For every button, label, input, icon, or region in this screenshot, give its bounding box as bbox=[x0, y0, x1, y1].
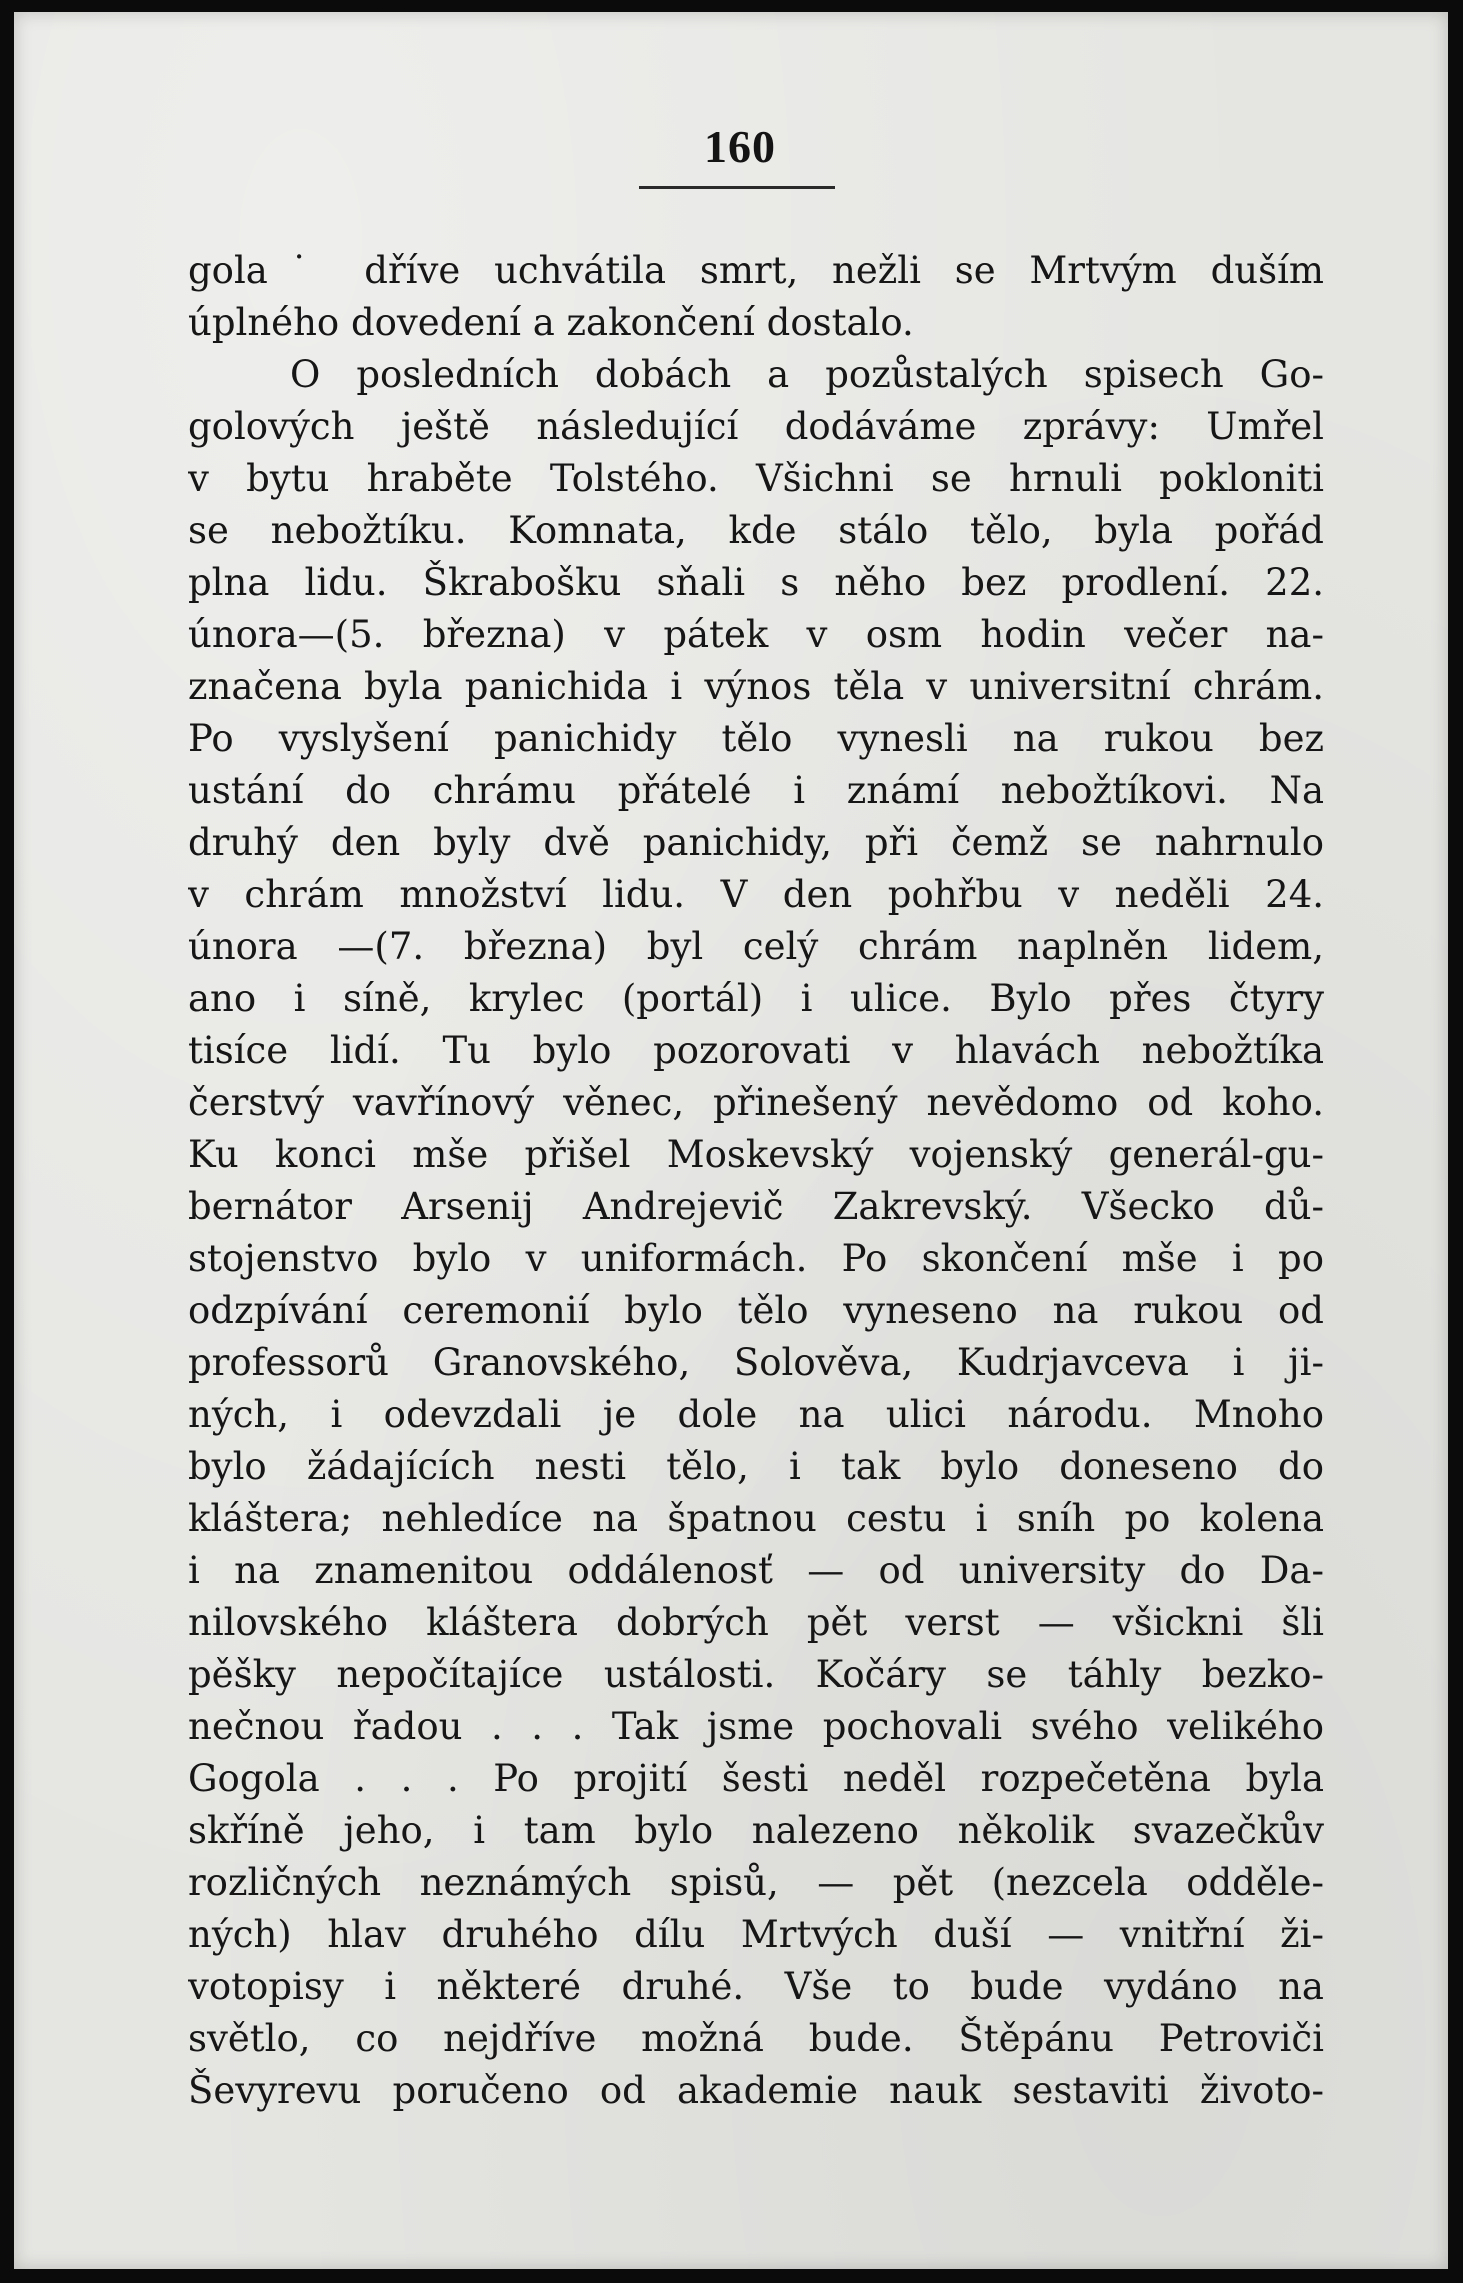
text-line: rozličných neznámých spisů, — pět (nezcela odděle- bbox=[188, 1861, 1324, 1904]
text-line: professorů Granovského, Solověva, Kudrjavceva i ji- bbox=[188, 1341, 1324, 1384]
text-line: i na znamenitou oddálenosť — od university do Da- bbox=[188, 1549, 1324, 1592]
text-line: značena byla panichida i výnos těla v universitní chrám. bbox=[188, 665, 1324, 708]
text-line: čerstvý vavřínový věnec, přinešený nevědomo od koho. bbox=[188, 1081, 1324, 1124]
text-line: ano i síně, krylec (portál) i ulice. Bylo přes čtyry bbox=[188, 977, 1324, 1020]
text-line: stojenstvo bylo v uniformách. Po skončení mše i po bbox=[188, 1237, 1324, 1280]
text-line: skříně jeho, i tam bylo nalezeno několik svazečkův bbox=[188, 1809, 1324, 1852]
text-line: února —(7. března) byl celý chrám naplněn lidem, bbox=[188, 925, 1324, 968]
text-line: světlo, co nejdříve možná bude. Štěpánu Petroviči bbox=[188, 2017, 1324, 2060]
text-line: Po vyslyšení panichidy tělo vynesli na rukou bez bbox=[188, 717, 1324, 760]
body-text bbox=[14, 12, 1448, 2269]
page-number: 160 bbox=[704, 121, 776, 172]
text-line: Ku konci mše přišel Moskevský vojenský generál-gu- bbox=[188, 1133, 1324, 1176]
text-line: O posledních dobách a pozůstalých spisech Go- bbox=[290, 353, 1324, 396]
text-line: února—(5. března) v pátek v osm hodin večer na- bbox=[188, 613, 1324, 656]
text-line: Gogola . . . Po projití šesti neděl rozpečetěna byla bbox=[188, 1757, 1324, 1800]
text-line: ustání do chrámu přátelé i známí nebožtíkovi. Na bbox=[188, 769, 1324, 812]
text-line: kláštera; nehledíce na špatnou cestu i sníh po kolena bbox=[188, 1497, 1324, 1540]
text-line: gola˙ dříve uchvátila smrt, nežli se Mrtvým duším bbox=[188, 249, 1324, 292]
text-line: v bytu hraběte Tolstého. Všichni se hrnuli pokloniti bbox=[188, 457, 1324, 500]
text-line: bylo žádajících nesti tělo, i tak bylo doneseno do bbox=[188, 1445, 1324, 1488]
text-line: tisíce lidí. Tu bylo pozorovati v hlavách nebožtíka bbox=[188, 1029, 1324, 1072]
text-line: golových ještě následující dodáváme zprávy: Umřel bbox=[188, 405, 1324, 448]
text-line: se nebožtíku. Komnata, kde stálo tělo, byla pořád bbox=[188, 509, 1324, 552]
text-line: nilovského kláštera dobrých pět verst — všickni šli bbox=[188, 1601, 1324, 1644]
text-line: úplného dovedení a zakončení dostalo. bbox=[188, 301, 914, 344]
text-line: v chrám množství lidu. V den pohřbu v neděli 24. bbox=[188, 873, 1324, 916]
text-line: ných, i odevzdali je dole na ulici národu. Mnoho bbox=[188, 1393, 1324, 1436]
text-line: bernátor Arsenij Andrejevič Zakrevský. Všecko dů- bbox=[188, 1185, 1324, 1228]
text-line: votopisy i některé druhé. Vše to bude vydáno na bbox=[188, 1965, 1324, 2008]
text-line: plna lidu. Škrabošku sňali s něho bez prodlení. 22. bbox=[188, 561, 1324, 604]
text-line: pěšky nepočítajíce ustálosti. Kočáry se táhly bezko- bbox=[188, 1653, 1324, 1696]
book-page bbox=[14, 12, 1448, 2269]
text-line: odzpívání ceremonií bylo tělo vyneseno na rukou od bbox=[188, 1289, 1324, 1332]
text-line: Ševyrevu poručeno od akademie nauk sestaviti životo- bbox=[188, 2069, 1324, 2112]
text-line: nečnou řadou . . . Tak jsme pochovali svého velikého bbox=[188, 1705, 1324, 1748]
text-line: druhý den byly dvě panichidy, při čemž se nahrnulo bbox=[188, 821, 1324, 864]
text-line: ných) hlav druhého dílu Mrtvých duší — vnitřní ži- bbox=[188, 1913, 1324, 1956]
